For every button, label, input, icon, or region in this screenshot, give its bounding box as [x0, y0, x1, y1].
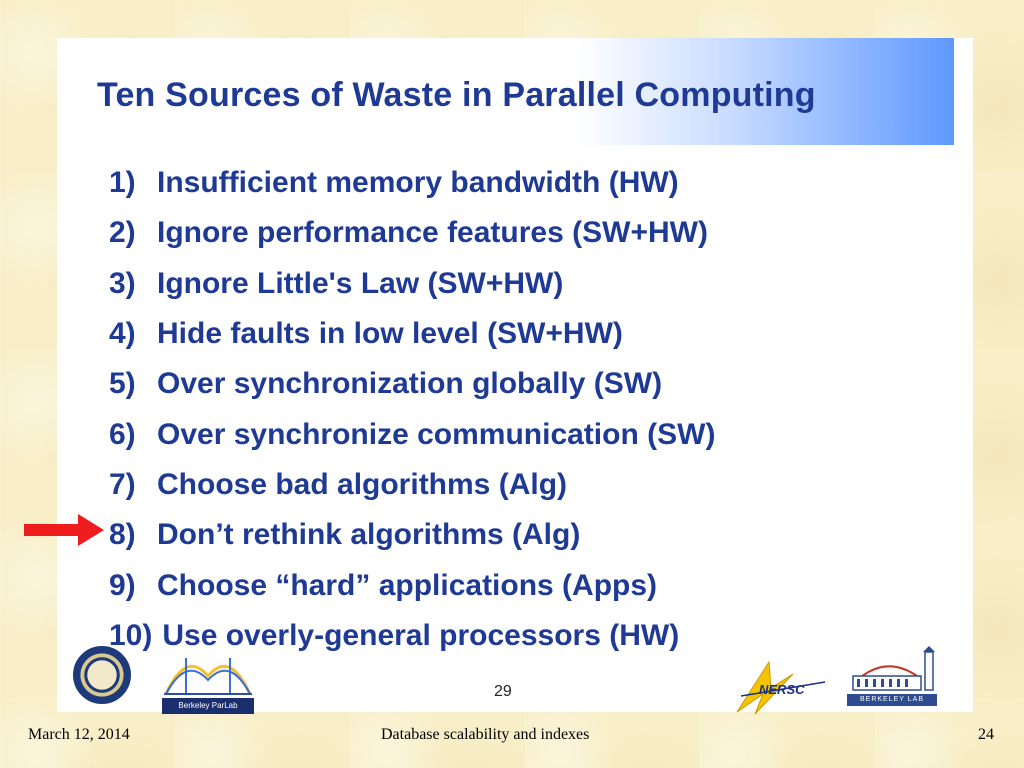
- footer-date: March 12, 2014: [28, 726, 130, 743]
- item-text: Over synchronization globally (SW): [157, 367, 663, 401]
- nersc-logo-label: NERSC: [759, 682, 805, 697]
- list-item-highlighted: [109, 510, 715, 560]
- list-item: [109, 208, 715, 258]
- footer-title: Database scalability and indexes: [381, 726, 590, 743]
- item-number: 10): [109, 618, 153, 652]
- university-seal-logo: [73, 646, 131, 704]
- item-text: Use overly-general processors (HW): [162, 618, 680, 652]
- building-icon: [845, 646, 941, 694]
- nersc-logo: [733, 660, 829, 716]
- item-number: 7): [109, 467, 136, 501]
- item-text: Hide faults in low level (SW+HW): [157, 317, 623, 351]
- item-number: 4): [109, 317, 136, 351]
- list-item: [109, 409, 715, 459]
- item-number: 1): [109, 166, 136, 200]
- slide-title: Ten Sources of Waste in Parallel Computing: [97, 76, 816, 114]
- list-item: [109, 158, 715, 208]
- item-text: Choose bad algorithms (Alg): [157, 467, 568, 501]
- item-text: Choose “hard” applications (Apps): [157, 568, 658, 602]
- parlab-logo: [162, 648, 254, 714]
- berkeley-lab-logo: [845, 646, 941, 710]
- parlab-logo-label: Berkeley ParLab: [162, 698, 254, 714]
- item-text: Ignore performance features (SW+HW): [157, 216, 708, 250]
- item-number: 9): [109, 568, 136, 602]
- item-text: Don’t rethink algorithms (Alg): [157, 518, 581, 552]
- item-number: 5): [109, 367, 136, 401]
- item-number: 6): [109, 417, 136, 451]
- item-number: 2): [109, 216, 136, 250]
- list-item: [109, 309, 715, 359]
- list-item: [109, 259, 715, 309]
- footer-page-number: 24: [978, 726, 994, 743]
- list-item: [109, 460, 715, 510]
- red-arrow-icon: [24, 512, 104, 548]
- bridge-icon: [162, 648, 254, 700]
- item-number: 8): [109, 518, 136, 552]
- list-item: [109, 560, 715, 610]
- item-number: 3): [109, 266, 136, 300]
- item-text: Insufficient memory bandwidth (HW): [157, 166, 679, 200]
- waste-list: [109, 158, 715, 661]
- item-text: Ignore Little's Law (SW+HW): [157, 266, 564, 300]
- list-item: [109, 359, 715, 409]
- inner-page-number: 29: [494, 683, 512, 700]
- berkeley-lab-logo-label: BERKELEY LAB: [847, 694, 937, 706]
- embedded-slide: [57, 38, 973, 712]
- item-text: Over synchronize communication (SW): [157, 417, 716, 451]
